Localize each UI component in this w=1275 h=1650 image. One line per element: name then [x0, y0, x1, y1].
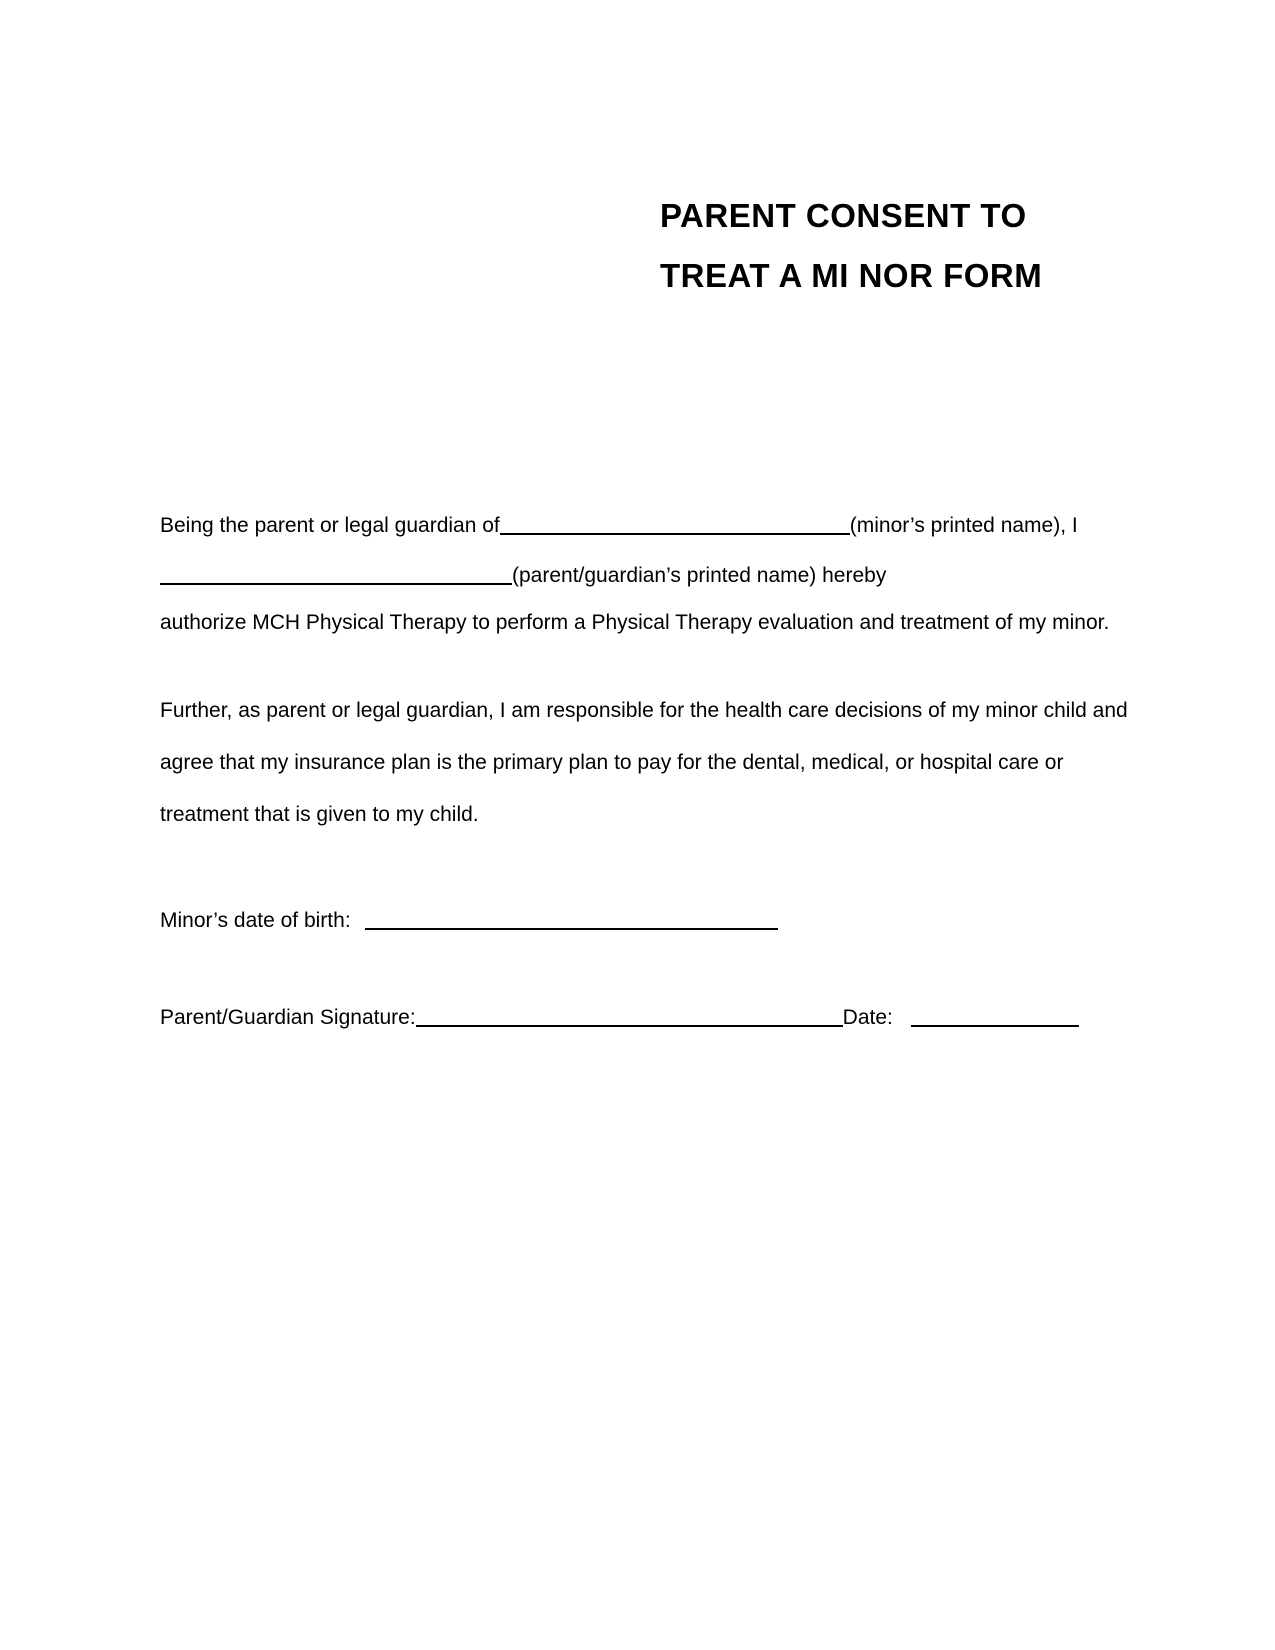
- dob-row: [160, 905, 778, 934]
- consent-paragraph-line2: [160, 560, 886, 589]
- signature-row: [160, 1002, 1079, 1031]
- dob-field[interactable]: [365, 908, 778, 930]
- responsibility-line2-text: agree that my insurance plan is the primary plan to pay for the dental, medical, or hospital care or: [160, 751, 1064, 774]
- signature-field[interactable]: [416, 1005, 843, 1027]
- consent-line1-text: Being the parent or legal guardian of: [160, 514, 500, 537]
- dob-label: Minor’s date of birth:: [160, 909, 351, 932]
- consent-line3-text: authorize MCH Physical Therapy to perform a Physical Therapy evaluation and treatment of my minor.: [160, 611, 1110, 634]
- minor-printed-name-field[interactable]: [500, 513, 850, 535]
- form-title: [660, 186, 1042, 306]
- signature-label: Parent/Guardian Signature:: [160, 1006, 416, 1029]
- consent-line2-suffix: (parent/guardian’s printed name) hereby: [512, 564, 887, 587]
- parent-printed-name-field[interactable]: [160, 563, 512, 585]
- responsibility-line3-text: treatment that is given to my child.: [160, 803, 479, 826]
- form-title-line2: TREAT A MI NOR FORM: [660, 257, 1043, 294]
- consent-paragraph-line1: [160, 510, 1078, 539]
- responsibility-paragraph-line3: [160, 802, 479, 828]
- form-title-line1: PARENT CONSENT TO: [660, 197, 1027, 234]
- consent-line1-suffix: (minor’s printed name), I: [849, 514, 1078, 537]
- date-field[interactable]: [911, 1005, 1079, 1027]
- responsibility-line1-text: Further, as parent or legal guardian, I am responsible for the health care decisions of my minor child and: [160, 699, 1128, 722]
- date-label: Date:: [842, 1006, 893, 1029]
- responsibility-paragraph-line1: [160, 698, 1128, 724]
- consent-paragraph-line3: [160, 610, 1109, 636]
- responsibility-paragraph-line2: [160, 750, 1063, 776]
